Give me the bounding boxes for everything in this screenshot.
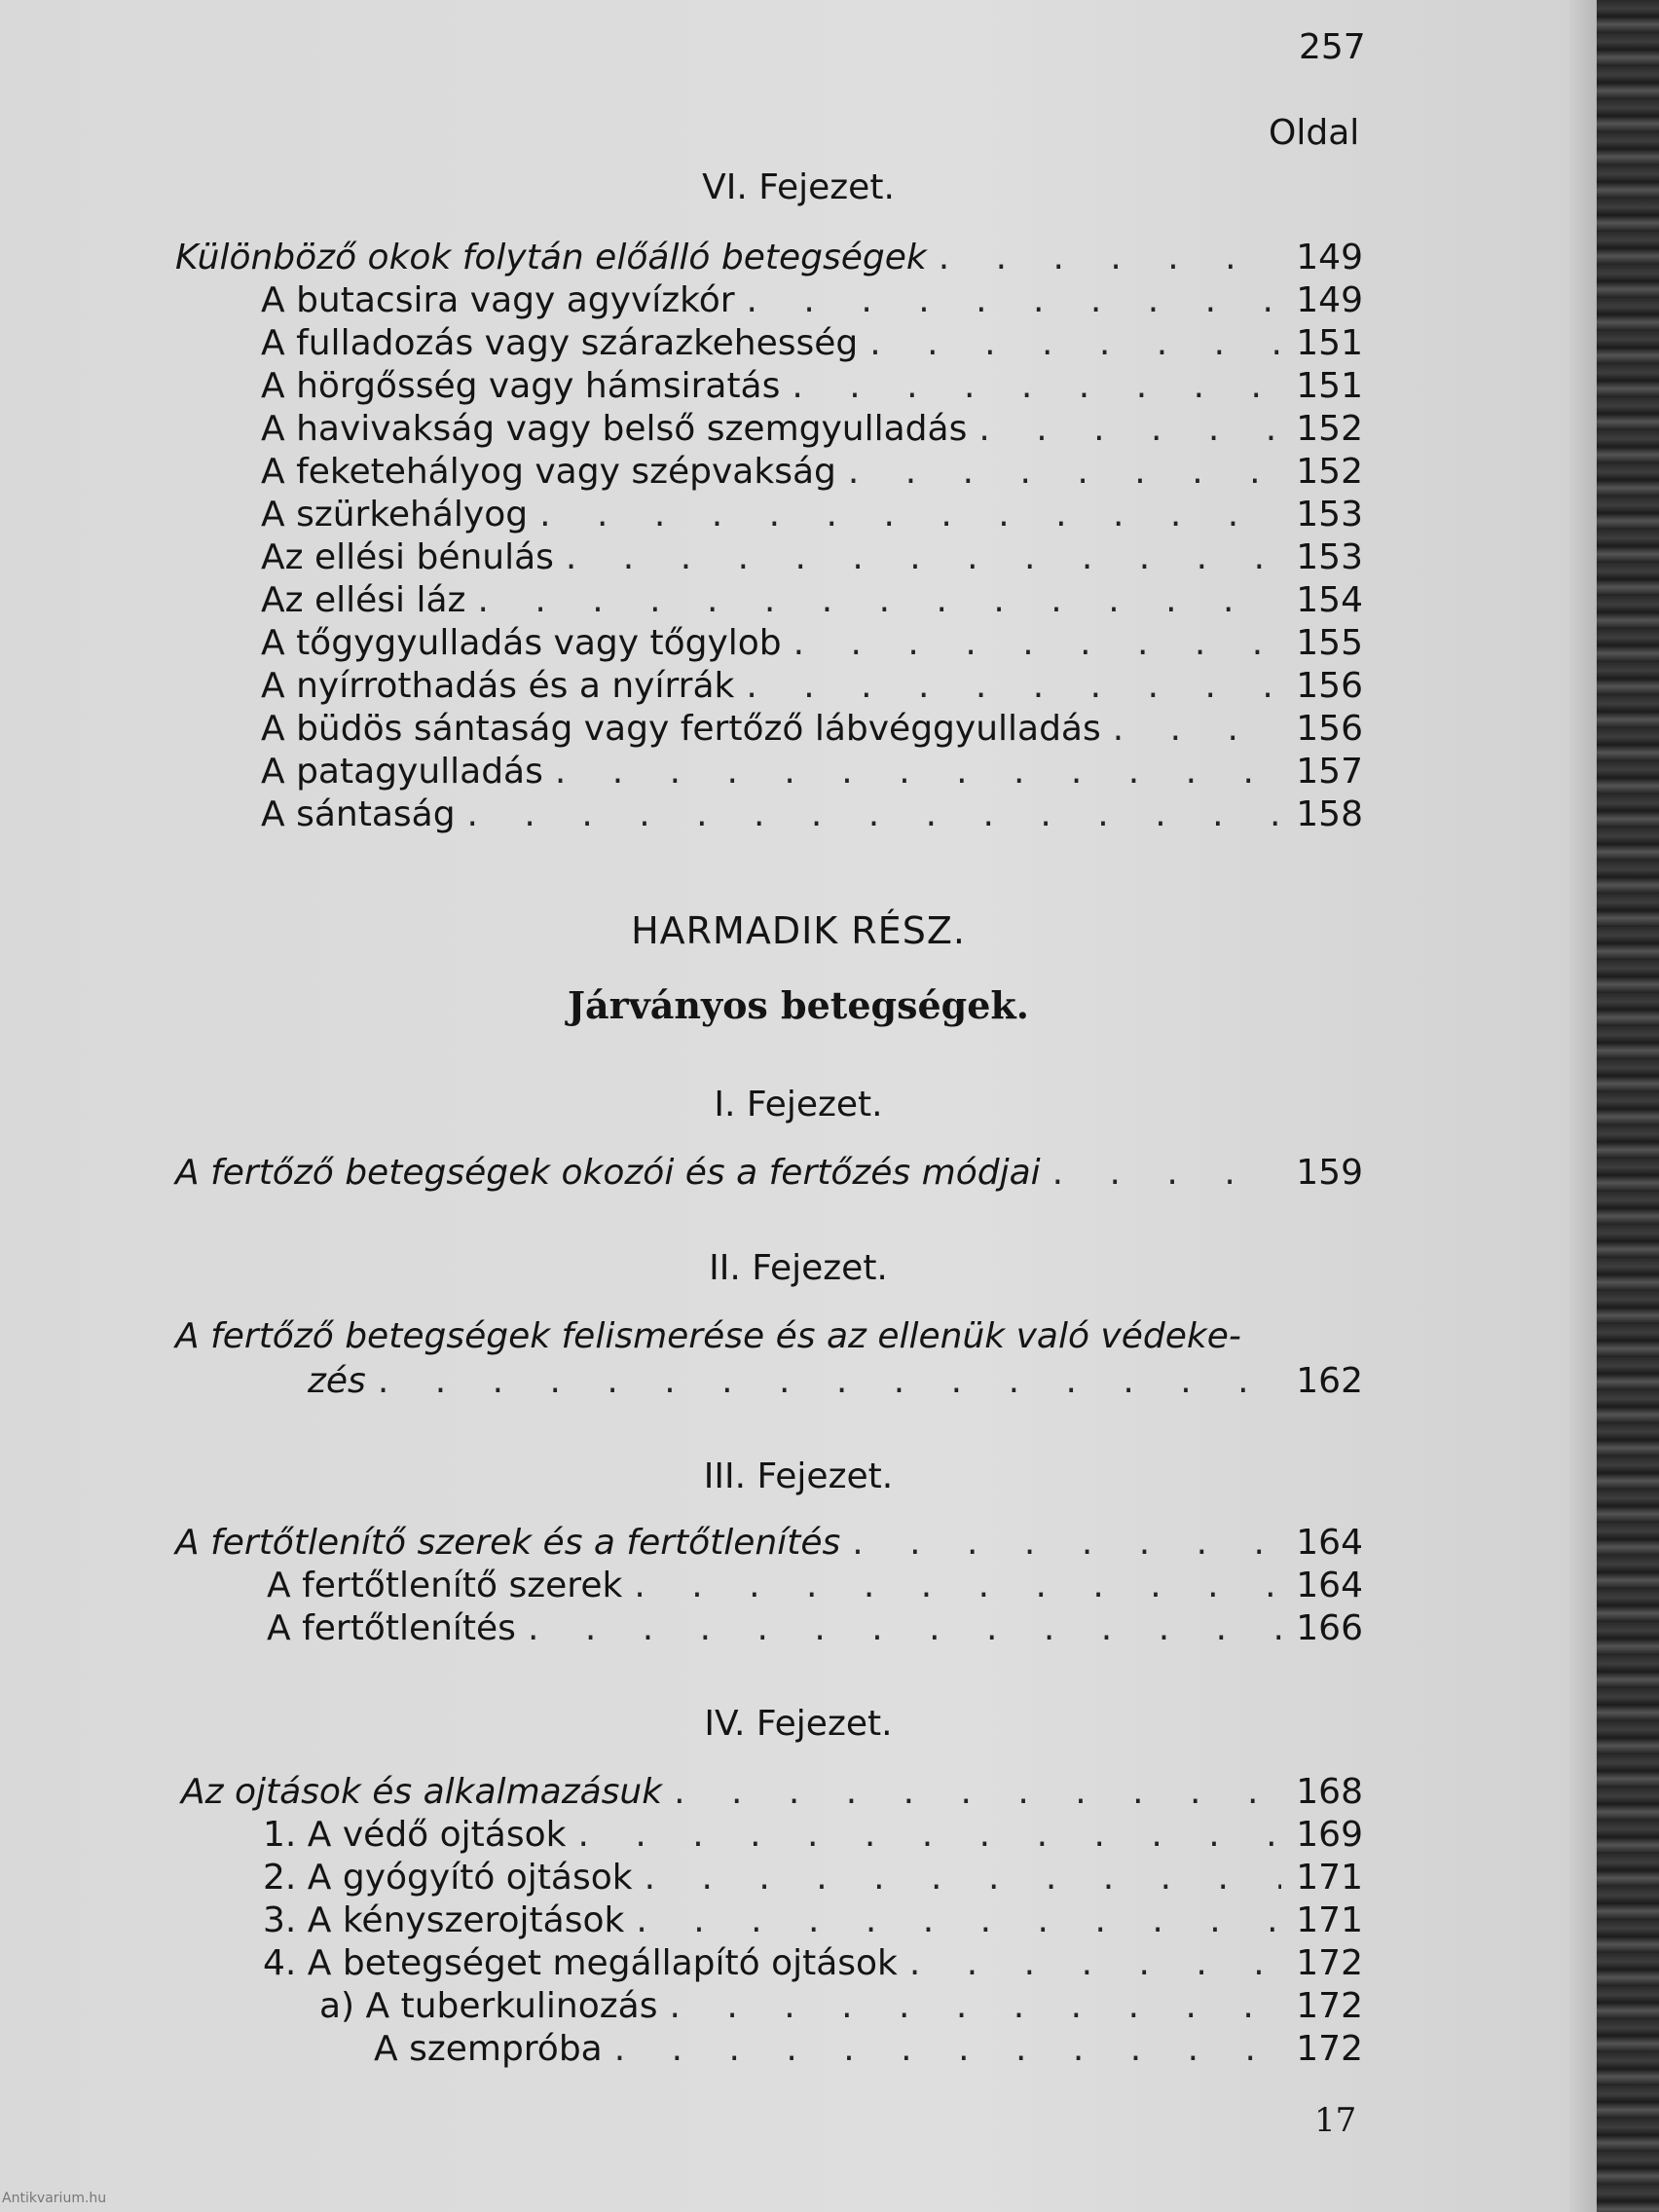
- toc-entry: [261, 452, 1363, 495]
- toc-entry: [261, 280, 1363, 323]
- toc-entry: [261, 623, 1363, 666]
- toc-entry: [267, 1608, 1363, 1651]
- toc-entry-label: A tőgygyulladás vagy tőgylob: [261, 623, 782, 663]
- toc-leader-dots: [967, 409, 1281, 449]
- toc-leader-dots: [840, 1523, 1281, 1563]
- toc-entry-page: 166: [1296, 1608, 1363, 1648]
- toc-entry-page: 164: [1296, 1523, 1363, 1563]
- toc-entry-label: A fulladozás vagy szárazkehesség: [261, 323, 859, 363]
- toc-entry: [261, 495, 1363, 537]
- toc-leader-dots: [543, 752, 1281, 792]
- toc-entry-page: 157: [1296, 752, 1363, 792]
- chapter-2-heading: II. Fejezet.: [709, 1248, 888, 1288]
- toc-entry: [181, 1772, 1363, 1815]
- toc-leader-dots: [734, 666, 1281, 706]
- toc-entry: [261, 323, 1363, 366]
- chapter-1-heading: I. Fejezet.: [714, 1085, 883, 1124]
- toc-entry: [308, 1361, 1363, 1404]
- toc-entry-page: 158: [1296, 794, 1363, 834]
- toc-leader-dots: [927, 238, 1281, 277]
- toc-entry-label: Különböző okok folytán előálló betegségek: [175, 238, 927, 277]
- chapter-6-heading: VI. Fejezet.: [702, 167, 895, 207]
- toc-leader-dots: [898, 1943, 1281, 1983]
- toc-entry-page: 151: [1296, 323, 1363, 363]
- toc-entry: [374, 2029, 1363, 2072]
- watermark: Antikvarium.hu: [2, 2191, 107, 2206]
- toc-entry-label: 1. A védő ojtások: [263, 1815, 567, 1855]
- toc-entry: [263, 1815, 1363, 1858]
- toc-entry: [261, 752, 1363, 794]
- toc-entry-page: 156: [1296, 666, 1363, 706]
- toc-leader-dots: [1101, 709, 1281, 749]
- toc-leader-dots: [554, 537, 1281, 577]
- toc-entry: [319, 1986, 1363, 2029]
- toc-leader-dots: [662, 1772, 1281, 1812]
- toc-entry-label: A hörgősség vagy hámsiratás: [261, 366, 781, 406]
- toc-entry-label: Az ellési láz: [261, 580, 466, 620]
- toc-entry: [261, 666, 1363, 709]
- toc-entry-page: 172: [1296, 2029, 1363, 2069]
- chapter-3-heading: III. Fejezet.: [703, 1456, 894, 1496]
- signature-mark: 17: [1314, 2101, 1357, 2140]
- toc-entry-label: A fertőtlenítés: [267, 1608, 516, 1648]
- toc-entry-page: 149: [1296, 280, 1363, 320]
- toc-entry: [263, 1943, 1363, 1986]
- toc-entry: [261, 366, 1363, 409]
- toc-entry-label: A feketehályog vagy szépvakság: [261, 452, 836, 492]
- toc-leader-dots: [735, 280, 1281, 320]
- toc-leader-dots: [622, 1566, 1281, 1605]
- toc-leader-dots: [528, 495, 1281, 535]
- toc-entry-label: Az ellési bénulás: [261, 537, 554, 577]
- toc-entry: [267, 1566, 1363, 1608]
- toc-leader-dots: [465, 580, 1281, 620]
- page-number: 257: [1299, 27, 1366, 67]
- toc-leader-dots: [603, 2029, 1281, 2069]
- toc-entry-label: A fertőtlenítő szerek: [267, 1566, 623, 1605]
- part-3-subtitle: Járványos betegségek.: [568, 983, 1029, 1027]
- toc-entry-page: 171: [1296, 1900, 1363, 1940]
- toc-leader-dots: [366, 1361, 1281, 1401]
- toc-entry-label: A havivakság vagy belső szemgyulladás: [261, 409, 968, 449]
- toc-entry-label: 3. A kényszerojtások: [263, 1900, 625, 1940]
- toc-leader-dots: [782, 623, 1281, 663]
- toc-entry-page: 168: [1296, 1772, 1363, 1812]
- toc-entry-page: 153: [1296, 495, 1363, 535]
- toc-entry-page: 151: [1296, 366, 1363, 406]
- toc-entry-label: A sántaság: [261, 794, 456, 834]
- toc-leader-dots: [456, 794, 1281, 834]
- toc-entry-label: a) A tuberkulinozás: [319, 1986, 658, 2026]
- toc-leader-dots: [633, 1858, 1281, 1898]
- toc-entry-page: 164: [1296, 1566, 1363, 1605]
- toc-entry-page: 153: [1296, 537, 1363, 577]
- toc-entry-label: A butacsira vagy agyvízkór: [261, 280, 735, 320]
- toc-entry-label: A fertőtlenítő szerek és a fertőtlenítés: [175, 1523, 841, 1563]
- toc-entry: [261, 709, 1363, 752]
- toc-leader-dots: [624, 1900, 1281, 1940]
- toc-entry-page: 154: [1296, 580, 1363, 620]
- toc-entry: [261, 409, 1363, 452]
- toc-entry-page: 169: [1296, 1815, 1363, 1855]
- toc-entry: [263, 1900, 1363, 1943]
- toc-entry: [261, 537, 1363, 580]
- toc-entry-label: 2. A gyógyító ojtások: [263, 1858, 633, 1898]
- toc-entry-label: zés: [308, 1361, 366, 1401]
- toc-entry-label: Az ojtások és alkalmazásuk: [181, 1772, 663, 1812]
- toc-entry-page: 152: [1296, 452, 1363, 492]
- toc-entry-page: 171: [1296, 1858, 1363, 1898]
- toc-leader-dots: [836, 452, 1281, 492]
- toc-entry-label: A nyírrothadás és a nyírrák: [261, 666, 735, 706]
- toc-entry-page: 155: [1296, 623, 1363, 663]
- toc-entry-label: A szürkehályog: [261, 495, 529, 535]
- toc-leader-dots: [516, 1608, 1281, 1648]
- toc-entry-label: A szempróba: [374, 2029, 603, 2069]
- toc-entry-page: 172: [1296, 1986, 1363, 2026]
- toc-entry: [263, 1858, 1363, 1900]
- toc-entry: [175, 238, 1363, 280]
- toc-entry-label: A fertőző betegségek okozói és a fertőzés módjai: [175, 1153, 1041, 1193]
- toc-leader-dots: [780, 366, 1281, 406]
- toc-entry-page: 152: [1296, 409, 1363, 449]
- toc-entry-page: 156: [1296, 709, 1363, 749]
- toc-entry-page: 149: [1296, 238, 1363, 277]
- part-3-heading: HARMADIK RÉSZ.: [631, 909, 966, 952]
- toc-leader-dots: [858, 323, 1281, 363]
- toc-entry: [261, 794, 1363, 837]
- chapter-4-heading: IV. Fejezet.: [704, 1704, 893, 1744]
- toc-entry-label-line1: A fertőző betegségek felismerése és az ellenük való védeke-: [175, 1316, 1241, 1356]
- toc-leader-dots: [657, 1986, 1281, 2026]
- book-binding-edge: [1597, 0, 1659, 2212]
- toc-entry-page: 162: [1296, 1361, 1363, 1401]
- toc-entry-label: A patagyulladás: [261, 752, 543, 792]
- toc-leader-dots: [1041, 1153, 1281, 1193]
- toc-entry-label: A büdös sántaság vagy fertőző lábvéggyulladás: [261, 709, 1101, 749]
- page-column-header: Oldal: [1269, 113, 1360, 153]
- toc-entry: [175, 1523, 1363, 1566]
- toc-entry: [261, 580, 1363, 623]
- toc-entry-page: 172: [1296, 1943, 1363, 1983]
- toc-entry-label: 4. A betegséget megállapító ojtások: [263, 1943, 898, 1983]
- toc-leader-dots: [566, 1815, 1281, 1855]
- toc-entry-page: 159: [1296, 1153, 1363, 1193]
- toc-entry: [175, 1153, 1363, 1196]
